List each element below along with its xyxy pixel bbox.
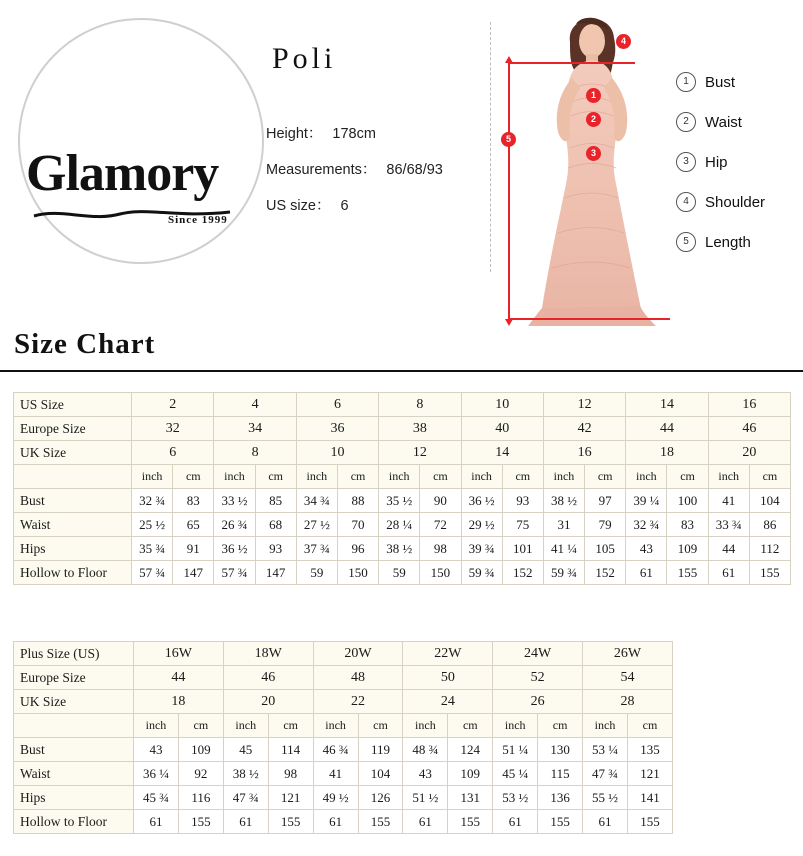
table-row — [14, 465, 791, 489]
table-cell: 98 — [268, 762, 313, 786]
row-label: Bust — [14, 489, 132, 513]
table-cell: 112 — [749, 537, 790, 561]
table-cell: 20 — [223, 690, 313, 714]
table-cell: 43 — [626, 537, 667, 561]
model-specs — [266, 116, 443, 224]
table-row — [14, 810, 673, 834]
table-cell: 147 — [255, 561, 296, 585]
table-cell: 43 — [134, 738, 179, 762]
table-cell: inch — [223, 714, 268, 738]
vertical-divider — [490, 22, 492, 272]
table-cell: 38 ½ — [543, 489, 584, 513]
row-label: Bust — [14, 738, 134, 762]
table-cell: 39 ¼ — [626, 489, 667, 513]
table-cell: 61 — [626, 561, 667, 585]
table-cell: 72 — [420, 513, 461, 537]
table-cell: cm — [502, 465, 543, 489]
table-cell: 124 — [448, 738, 493, 762]
table-cell: cm — [255, 465, 296, 489]
row-label: Plus Size (US) — [14, 642, 134, 666]
table-cell: cm — [538, 714, 583, 738]
table-cell: 46 ¾ — [313, 738, 358, 762]
table-cell: 51 ½ — [403, 786, 448, 810]
table-cell: 131 — [448, 786, 493, 810]
plus-size-table — [13, 641, 673, 834]
table-row — [14, 513, 791, 537]
table-cell: 83 — [667, 513, 708, 537]
length-measure-line — [508, 62, 510, 320]
table-row — [14, 441, 791, 465]
table-cell: 45 — [223, 738, 268, 762]
table-cell: 28 — [583, 690, 673, 714]
table-cell: 121 — [627, 762, 672, 786]
table-cell: cm — [585, 465, 626, 489]
row-label: Europe Size — [14, 417, 132, 441]
table-cell: cm — [268, 714, 313, 738]
table-cell: 93 — [255, 537, 296, 561]
table-cell: 25 ½ — [132, 513, 173, 537]
table-cell: 100 — [667, 489, 708, 513]
table-cell: 61 — [403, 810, 448, 834]
table-cell: 155 — [268, 810, 313, 834]
table-cell: 45 ¾ — [134, 786, 179, 810]
table-cell: 47 ¾ — [583, 762, 628, 786]
table-row — [14, 642, 673, 666]
spec-height — [266, 116, 443, 152]
table-cell: 59 ¾ — [543, 561, 584, 585]
logo-circle-outline — [18, 18, 264, 264]
row-label: Hollow to Floor — [14, 561, 132, 585]
spec-ussize-value: 6 — [340, 198, 349, 214]
spec-measurements — [266, 152, 443, 188]
table-cell: 12 — [543, 393, 625, 417]
table-row — [14, 714, 673, 738]
spec-height-value: 178cm — [332, 126, 376, 142]
table-cell: 45 ¼ — [493, 762, 538, 786]
table-cell: 116 — [178, 786, 223, 810]
table-cell: 68 — [255, 513, 296, 537]
table-cell: 114 — [268, 738, 313, 762]
table-cell: 119 — [358, 738, 403, 762]
table-cell: 4 — [214, 393, 296, 417]
table-cell: 155 — [538, 810, 583, 834]
row-label: UK Size — [14, 441, 132, 465]
table-cell: 59 — [296, 561, 337, 585]
table-cell: 61 — [223, 810, 268, 834]
table-cell: 57 ¾ — [132, 561, 173, 585]
table-cell: 35 ¾ — [132, 537, 173, 561]
table-cell: 155 — [667, 561, 708, 585]
table-cell: 152 — [585, 561, 626, 585]
table-cell: 26 ¾ — [214, 513, 255, 537]
table-row — [14, 762, 673, 786]
table-row — [14, 561, 791, 585]
table-cell: 46 — [223, 666, 313, 690]
model-name: Poli — [272, 42, 337, 75]
header-section — [0, 0, 803, 330]
shoulder-measure-line — [510, 62, 635, 64]
table-cell: 101 — [502, 537, 543, 561]
model-dress-illustration — [526, 8, 656, 326]
table-cell: cm — [667, 465, 708, 489]
table-cell: 31 — [543, 513, 584, 537]
table-row — [14, 690, 673, 714]
table-cell: 28 ¼ — [379, 513, 420, 537]
table-cell: 32 ¾ — [626, 513, 667, 537]
table-cell: inch — [583, 714, 628, 738]
spec-ussize — [266, 188, 443, 224]
table-cell: 55 ½ — [583, 786, 628, 810]
table-cell: 109 — [667, 537, 708, 561]
table-cell: 48 — [313, 666, 403, 690]
table-cell: 36 ¼ — [134, 762, 179, 786]
table-cell: inch — [134, 714, 179, 738]
table-cell: 14 — [626, 393, 708, 417]
row-label: US Size — [14, 393, 132, 417]
spec-measurements-label: Measurements： — [266, 162, 377, 178]
legend-item-bust — [676, 62, 765, 102]
table-cell: 83 — [173, 489, 214, 513]
table-cell: 86 — [749, 513, 790, 537]
table-cell: 50 — [403, 666, 493, 690]
table-cell: 14 — [461, 441, 543, 465]
model-photo — [500, 0, 680, 332]
row-label: UK Size — [14, 690, 134, 714]
row-label: Hips — [14, 537, 132, 561]
table-cell: 109 — [448, 762, 493, 786]
table-cell: 53 ½ — [493, 786, 538, 810]
table-cell: 8 — [214, 441, 296, 465]
table-cell: 24 — [403, 690, 493, 714]
table-cell: inch — [493, 714, 538, 738]
table-cell: 152 — [502, 561, 543, 585]
table-row — [14, 786, 673, 810]
measurement-legend — [676, 62, 765, 262]
spec-ussize-label: US size： — [266, 198, 331, 214]
table-row — [14, 393, 791, 417]
row-label: Europe Size — [14, 666, 134, 690]
legend-label-shoulder: Shoulder — [705, 193, 766, 211]
table-cell: 16 — [543, 441, 625, 465]
table-cell: inch — [708, 465, 749, 489]
standard-size-table — [13, 392, 791, 585]
table-cell: 96 — [337, 537, 378, 561]
table-cell: cm — [420, 465, 461, 489]
marker-length: 5 — [501, 132, 516, 147]
marker-bust: 1 — [586, 88, 601, 103]
table-cell: 41 — [708, 489, 749, 513]
table-cell: inch — [461, 465, 502, 489]
brand-since: Since 1999 — [168, 214, 228, 226]
table-cell: 44 — [708, 537, 749, 561]
table-cell: inch — [626, 465, 667, 489]
legend-label-bust: Bust — [705, 73, 736, 91]
table-cell: 32 ¾ — [132, 489, 173, 513]
table-cell: cm — [448, 714, 493, 738]
table-cell: 115 — [538, 762, 583, 786]
legend-item-waist — [676, 102, 765, 142]
table-cell: 20W — [313, 642, 403, 666]
table-cell: 29 ½ — [461, 513, 502, 537]
table-cell: 136 — [538, 786, 583, 810]
table-cell: 37 ¾ — [296, 537, 337, 561]
table-cell: 126 — [358, 786, 403, 810]
table-cell: 46 — [708, 417, 790, 441]
title-divider — [0, 370, 803, 372]
table-cell: cm — [173, 465, 214, 489]
row-label: Hollow to Floor — [14, 810, 134, 834]
table-cell: inch — [403, 714, 448, 738]
table-cell: cm — [749, 465, 790, 489]
row-label: Waist — [14, 762, 134, 786]
table-cell: 16W — [134, 642, 224, 666]
table-cell: 150 — [420, 561, 461, 585]
table-cell: 155 — [627, 810, 672, 834]
table-cell: 47 ¾ — [223, 786, 268, 810]
table-row — [14, 417, 791, 441]
table-cell: 52 — [493, 666, 583, 690]
table-cell: 22W — [403, 642, 493, 666]
table-cell: 44 — [134, 666, 224, 690]
marker-waist: 2 — [586, 112, 601, 127]
table-cell: 147 — [173, 561, 214, 585]
table-cell: 10 — [461, 393, 543, 417]
row-label: Waist — [14, 513, 132, 537]
table-cell: 41 — [313, 762, 358, 786]
table-cell: 49 ½ — [313, 786, 358, 810]
table-cell: inch — [296, 465, 337, 489]
table-cell: 43 — [403, 762, 448, 786]
table-cell: 6 — [296, 393, 378, 417]
table-cell: cm — [627, 714, 672, 738]
table-cell: 104 — [358, 762, 403, 786]
table-cell: 91 — [173, 537, 214, 561]
hem-measure-line — [510, 318, 670, 320]
table-cell: 24W — [493, 642, 583, 666]
spec-height-label: Height： — [266, 126, 323, 142]
table-cell: 105 — [585, 537, 626, 561]
table-cell: inch — [313, 714, 358, 738]
legend-num-4: 4 — [676, 192, 696, 212]
legend-label-length: Length — [705, 233, 751, 251]
legend-item-shoulder — [676, 182, 765, 222]
legend-label-hip: Hip — [705, 153, 728, 171]
table-cell: 32 — [132, 417, 214, 441]
table-cell: 18 — [626, 441, 708, 465]
legend-item-hip — [676, 142, 765, 182]
table-cell: 36 — [296, 417, 378, 441]
table-cell: 59 ¾ — [461, 561, 502, 585]
spec-measurements-value: 86/68/93 — [386, 162, 443, 178]
table-cell: 61 — [313, 810, 358, 834]
table-cell: 79 — [585, 513, 626, 537]
legend-num-5: 5 — [676, 232, 696, 252]
table-cell: 135 — [627, 738, 672, 762]
table-cell: 155 — [448, 810, 493, 834]
table-cell: 155 — [178, 810, 223, 834]
table-cell: 54 — [583, 666, 673, 690]
table-cell: cm — [358, 714, 403, 738]
table-cell: 61 — [134, 810, 179, 834]
table-cell: 75 — [502, 513, 543, 537]
table-row — [14, 738, 673, 762]
table-cell: 97 — [585, 489, 626, 513]
table-cell: 10 — [296, 441, 378, 465]
table-cell: inch — [379, 465, 420, 489]
page-title: Size Chart — [14, 328, 156, 360]
table-cell: 38 ½ — [223, 762, 268, 786]
table-cell: 130 — [538, 738, 583, 762]
table-cell: 26W — [583, 642, 673, 666]
table-cell: 33 ½ — [214, 489, 255, 513]
legend-num-1: 1 — [676, 72, 696, 92]
table-cell: 18W — [223, 642, 313, 666]
table-cell: 22 — [313, 690, 403, 714]
table-cell: 155 — [749, 561, 790, 585]
marker-hip: 3 — [586, 146, 601, 161]
table-cell: cm — [337, 465, 378, 489]
table-cell: 61 — [708, 561, 749, 585]
brand-logo — [18, 18, 268, 268]
table-cell: 109 — [178, 738, 223, 762]
table-row — [14, 666, 673, 690]
table-row — [14, 489, 791, 513]
table-cell: cm — [178, 714, 223, 738]
table-cell: 38 — [379, 417, 461, 441]
table-cell: 150 — [337, 561, 378, 585]
table-cell: 20 — [708, 441, 790, 465]
table-cell: 53 ¼ — [583, 738, 628, 762]
table-cell: 40 — [461, 417, 543, 441]
table-cell: 51 ¼ — [493, 738, 538, 762]
table-cell: 92 — [178, 762, 223, 786]
table-cell: 41 ¼ — [543, 537, 584, 561]
table-cell: 61 — [583, 810, 628, 834]
table-cell: 59 — [379, 561, 420, 585]
table-cell: 33 ¾ — [708, 513, 749, 537]
table-cell: 2 — [132, 393, 214, 417]
table-cell: 44 — [626, 417, 708, 441]
table-cell: 35 ½ — [379, 489, 420, 513]
table-cell: inch — [214, 465, 255, 489]
table-cell: 121 — [268, 786, 313, 810]
table-cell: 6 — [132, 441, 214, 465]
table-row — [14, 537, 791, 561]
table-cell: 18 — [134, 690, 224, 714]
marker-shoulder: 4 — [616, 34, 631, 49]
table-cell: 16 — [708, 393, 790, 417]
legend-num-2: 2 — [676, 112, 696, 132]
table-cell: 39 ¾ — [461, 537, 502, 561]
table-cell: 61 — [493, 810, 538, 834]
row-label — [14, 714, 134, 738]
row-label: Hips — [14, 786, 134, 810]
table-cell: 88 — [337, 489, 378, 513]
table-cell: 38 ½ — [379, 537, 420, 561]
table-cell: 48 ¾ — [403, 738, 448, 762]
row-label — [14, 465, 132, 489]
table-cell: 12 — [379, 441, 461, 465]
brand-name: Glamory — [26, 145, 219, 202]
table-cell: 141 — [627, 786, 672, 810]
table-cell: 57 ¾ — [214, 561, 255, 585]
table-cell: 104 — [749, 489, 790, 513]
legend-item-length — [676, 222, 765, 262]
table-cell: 98 — [420, 537, 461, 561]
table-cell: 42 — [543, 417, 625, 441]
table-cell: 26 — [493, 690, 583, 714]
table-cell: 70 — [337, 513, 378, 537]
table-cell: inch — [132, 465, 173, 489]
table-cell: 8 — [379, 393, 461, 417]
table-cell: 27 ½ — [296, 513, 337, 537]
table-cell: 65 — [173, 513, 214, 537]
table-cell: 93 — [502, 489, 543, 513]
table-cell: 155 — [358, 810, 403, 834]
table-cell: 85 — [255, 489, 296, 513]
legend-label-waist: Waist — [705, 113, 742, 131]
table-cell: inch — [543, 465, 584, 489]
table-cell: 34 — [214, 417, 296, 441]
legend-num-3: 3 — [676, 152, 696, 172]
table-cell: 36 ½ — [461, 489, 502, 513]
table-cell: 34 ¾ — [296, 489, 337, 513]
table-cell: 90 — [420, 489, 461, 513]
table-cell: 36 ½ — [214, 537, 255, 561]
